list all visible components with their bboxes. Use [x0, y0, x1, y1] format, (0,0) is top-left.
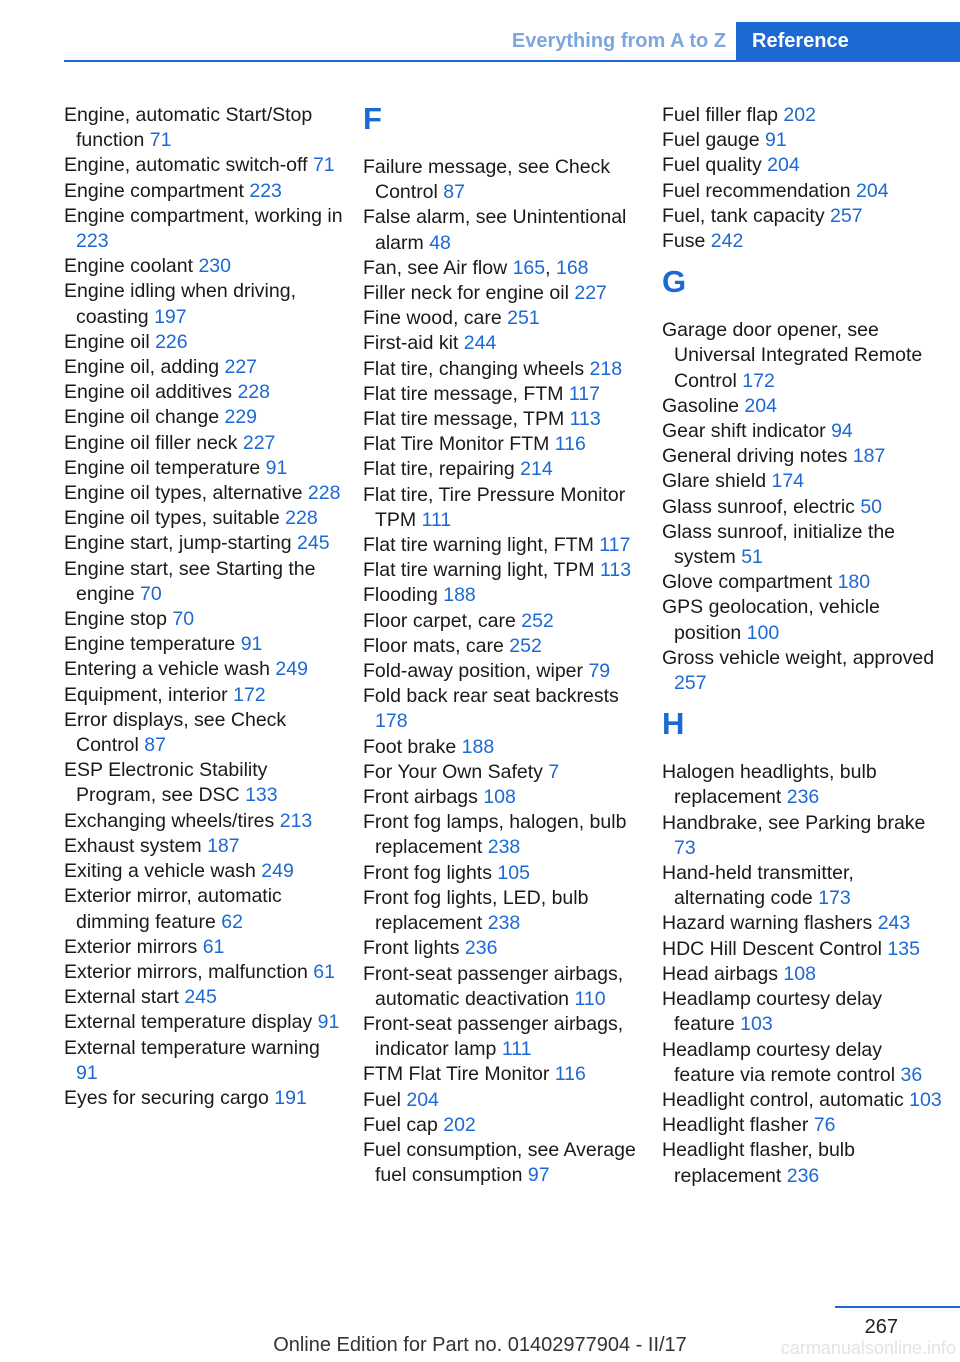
index-term: Front fog lights, LED, bulb replacement	[363, 886, 589, 935]
index-entry	[64, 103, 346, 153]
index-entry	[363, 760, 645, 785]
index-entry	[64, 1010, 346, 1035]
page-link[interactable]: 252	[509, 634, 542, 657]
index-term: Engine coolant	[64, 255, 194, 278]
index-entry	[662, 646, 944, 696]
index-term: Headlight flasher, bulb replacement	[662, 1139, 855, 1187]
page-link[interactable]: 204	[744, 394, 777, 417]
page-link[interactable]: 113	[569, 408, 601, 431]
section-letter: F	[363, 101, 382, 136]
index-term: False alarm, see Unintentional alarm	[363, 206, 627, 254]
index-term: Fuel cap	[363, 1113, 438, 1136]
page-link[interactable]: 168	[555, 256, 589, 279]
page-link[interactable]: 252	[521, 609, 554, 632]
index-term: Exchanging wheels/tires	[64, 809, 275, 832]
index-entry	[662, 103, 944, 128]
page-link[interactable]: 249	[261, 860, 294, 883]
index-term: Glare shield	[662, 470, 767, 493]
index-term: Flat tire warning light, TPM	[363, 559, 595, 582]
index-term: Filler neck for engine oil	[363, 282, 569, 305]
index-term: Engine start, see Starting the engine	[64, 557, 316, 605]
page-link[interactable]: 227	[574, 282, 607, 305]
index-term: Flat tire, Tire Pressure Monitor TPM	[363, 483, 626, 531]
index-entry	[662, 937, 944, 962]
page-link[interactable]: 228	[307, 482, 341, 505]
index-entry	[363, 155, 645, 205]
index-term: Flooding	[363, 584, 438, 607]
index-entry	[64, 431, 346, 456]
page-link[interactable]: 133	[245, 784, 278, 807]
index-entry	[64, 557, 346, 607]
index-term: Floor mats, care	[363, 634, 504, 657]
index-term: External temperature display	[64, 1011, 313, 1034]
page-link[interactable]: 116	[554, 433, 586, 456]
page-link[interactable]: 87	[144, 734, 166, 757]
index-term: Fuel	[363, 1088, 401, 1111]
index-entry	[363, 684, 645, 734]
index-entry	[662, 595, 944, 645]
page-link[interactable]: 218	[589, 357, 623, 380]
index-term: Equipment, interior	[64, 683, 228, 706]
index-entry	[363, 1012, 645, 1062]
page-link[interactable]: 103	[740, 1013, 773, 1036]
index-entry	[662, 318, 944, 394]
page-link[interactable]: 238	[487, 912, 521, 935]
page-link[interactable]: 87	[443, 181, 465, 204]
index-term: Garage door opener, see Universal Integrated Remote Control	[662, 319, 923, 392]
index-entry	[662, 128, 944, 153]
index-term: Fuel filler flap	[662, 104, 778, 126]
page-link[interactable]: 187	[207, 834, 240, 857]
index-term: FTM Flat Tire Monitor	[363, 1063, 550, 1086]
index-entry	[363, 609, 645, 634]
index-entry	[363, 558, 645, 583]
index-entry	[64, 884, 346, 934]
index-entry	[64, 960, 346, 985]
page-link[interactable]: 108	[483, 786, 516, 809]
watermark: carmanualsonline.info	[780, 1338, 956, 1358]
index-entry: Fan, see Air flow 165, 168	[363, 256, 589, 279]
page-link[interactable]: 188	[443, 584, 476, 607]
index-entry	[662, 179, 944, 204]
page-link[interactable]: 113	[599, 559, 632, 582]
index-term: Glove compartment	[662, 571, 833, 594]
index-entry	[662, 1038, 944, 1088]
page-link[interactable]: 223	[249, 179, 282, 202]
index-term: Head airbags	[662, 962, 778, 985]
index-entry	[662, 760, 944, 810]
page-link[interactable]: 116	[554, 1063, 586, 1086]
index-term: Flat tire warning light, FTM	[363, 534, 594, 557]
index-term: Engine stop	[64, 608, 167, 631]
page-link[interactable]: 180	[837, 571, 871, 594]
page-link[interactable]: 187	[852, 445, 886, 468]
page-link[interactable]: 71	[312, 154, 335, 177]
index-entry	[363, 281, 645, 306]
index-entry	[662, 861, 944, 911]
index-term: Floor carpet, care	[363, 609, 516, 632]
page-link[interactable]: 202	[783, 104, 816, 126]
page-link[interactable]: 244	[463, 332, 497, 355]
index-term: Entering a vehicle wash	[64, 658, 270, 681]
index-term: Halogen headlights, bulb replacement	[662, 761, 877, 809]
page-link[interactable]: 236	[464, 937, 498, 960]
index-entry	[64, 683, 346, 708]
page-link[interactable]: 51	[741, 546, 763, 569]
index-term: Engine oil	[64, 330, 150, 353]
page-link[interactable]: 117	[599, 534, 631, 557]
page-link[interactable]: 251	[507, 307, 540, 330]
index-entry	[64, 607, 346, 632]
page-link[interactable]: 236	[786, 786, 820, 809]
index-term: Front-seat passenger airbags, indicator lamp	[363, 1012, 624, 1061]
page-link[interactable]: 188	[461, 735, 495, 758]
index-entry	[662, 394, 944, 419]
index-term: Foot brake	[363, 735, 457, 758]
index-term: Handbrake, see Parking brake	[662, 811, 926, 834]
index-entry	[662, 987, 944, 1037]
page-link[interactable]: 111	[501, 1038, 532, 1061]
page-link[interactable]: 100	[746, 621, 780, 644]
index-term: Fuse	[662, 230, 706, 253]
page-link[interactable]: 76	[813, 1114, 836, 1137]
index-entry	[662, 1113, 944, 1138]
page-link[interactable]: 172	[742, 369, 775, 392]
index-term: Flat tire, repairing	[363, 458, 515, 481]
index-entry	[363, 1062, 645, 1087]
page-link[interactable]: 61	[313, 960, 335, 983]
page-link[interactable]: 94	[831, 420, 853, 443]
index-entry	[64, 657, 346, 682]
page-number: 267	[864, 1316, 898, 1338]
index-term: Exterior mirrors	[64, 935, 198, 958]
index-entry	[64, 758, 346, 808]
page-link[interactable]: 61	[202, 935, 225, 958]
index-term: Eyes for securing cargo	[64, 1086, 269, 1109]
index-entry	[363, 659, 645, 684]
index-entry	[363, 634, 645, 659]
index-entry	[662, 1088, 944, 1113]
index-entry	[363, 1088, 645, 1113]
index-entry	[662, 520, 944, 570]
index-term: Fine wood, care	[363, 307, 502, 330]
page-link[interactable]: 91	[240, 633, 263, 656]
page-link[interactable]: 257	[674, 672, 707, 695]
index-term: Fuel, tank capacity	[662, 204, 825, 227]
index-entry	[64, 355, 346, 380]
page-link[interactable]: 227	[242, 431, 276, 454]
index-term: External start	[64, 986, 179, 1009]
index-entry	[64, 632, 346, 657]
index-term: Gear shift indicator	[662, 420, 826, 443]
section-letter: G	[662, 264, 687, 300]
page-link[interactable]: 191	[274, 1086, 307, 1109]
page-link[interactable]: 173	[818, 887, 851, 910]
index-entry	[64, 985, 346, 1010]
page-link[interactable]: 245	[184, 986, 217, 1009]
index-entry	[64, 405, 346, 430]
index-entry	[64, 380, 346, 405]
index-entry	[363, 1138, 645, 1188]
index-term: HDC Hill Descent Control	[662, 937, 882, 960]
index-entry	[662, 911, 944, 936]
page-link[interactable]: 227	[224, 356, 258, 379]
index-entry	[64, 531, 346, 556]
index-term: Front lights	[363, 937, 460, 960]
index-term: Gross vehicle weight, approved	[662, 646, 935, 669]
index-entry	[363, 936, 645, 961]
index-term: Headlamp courtesy delay feature	[662, 988, 883, 1036]
index-term: Fuel recommendation	[662, 179, 851, 202]
page-link[interactable]: 79	[588, 660, 611, 683]
index-column-3	[662, 103, 944, 1189]
index-entry	[662, 962, 944, 987]
index-term: External temperature warning	[64, 1036, 320, 1059]
page-link[interactable]: 214	[520, 458, 553, 481]
page-link[interactable]: 108	[783, 962, 816, 985]
page-link[interactable]: 229	[224, 406, 258, 429]
index-entry	[363, 306, 645, 331]
index-term: Engine oil types, alternative	[64, 482, 303, 505]
index-term: Engine idling when driving, coasting	[64, 280, 296, 328]
index-entry	[363, 735, 645, 760]
index-entry	[363, 810, 645, 860]
index-term: General driving notes	[662, 445, 848, 468]
index-term: Exhaust system	[64, 834, 202, 857]
index-entry	[64, 834, 346, 859]
index-term: Front airbags	[363, 786, 478, 809]
index-entry	[662, 419, 944, 444]
index-entry	[64, 859, 346, 884]
index-entry	[662, 469, 944, 494]
index-term: First-aid kit	[363, 332, 459, 355]
index-term: Engine temperature	[64, 633, 236, 656]
index-entry	[64, 935, 346, 960]
index-term: Engine compartment	[64, 179, 244, 202]
index-term: Gasoline	[662, 394, 739, 417]
page-link[interactable]: 135	[887, 937, 920, 960]
index-term: Exiting a vehicle wash	[64, 860, 256, 883]
page-link[interactable]: 165	[512, 256, 546, 279]
page-link[interactable]: 73	[674, 836, 696, 859]
page-link[interactable]: 36	[900, 1063, 923, 1086]
page-link[interactable]: 228	[237, 381, 270, 404]
index-term: Error displays, see Check Control	[64, 708, 287, 757]
index-entry	[363, 785, 645, 810]
page-link[interactable]: 174	[771, 470, 805, 493]
index-term: Front fog lights	[363, 861, 492, 884]
index-term: Glass sunroof, electric	[662, 495, 855, 518]
index-entry	[64, 708, 346, 758]
index-term: Headlight flasher	[662, 1114, 809, 1137]
page-link[interactable]: 50	[860, 495, 883, 518]
page-link[interactable]: 117	[568, 382, 600, 405]
page-link[interactable]: 97	[527, 1164, 550, 1187]
index-entry	[363, 1113, 645, 1138]
page-link[interactable]: 230	[198, 255, 231, 278]
page-link[interactable]: 202	[443, 1113, 476, 1136]
index-term: Headlight control, automatic	[662, 1088, 904, 1111]
page-link[interactable]: 228	[285, 507, 318, 530]
page-link[interactable]: 172	[233, 683, 266, 706]
footer-rule	[835, 1306, 960, 1308]
section-letter: H	[662, 706, 685, 742]
page-link[interactable]: 70	[139, 582, 162, 605]
index-term: Fuel quality	[662, 154, 762, 177]
page-link[interactable]: 249	[275, 658, 308, 681]
index-term: Fuel gauge	[662, 129, 760, 152]
page-link[interactable]: 70	[172, 608, 195, 631]
page-link[interactable]: 105	[497, 861, 530, 884]
index-entry	[64, 809, 346, 834]
index-term: Fan, see Air flow	[363, 256, 508, 279]
index-entry	[662, 811, 944, 861]
index-term: Exterior mirrors, malfunction	[64, 960, 308, 983]
index-entry	[64, 279, 346, 329]
index-term: Engine, automatic Start/Stop function	[64, 104, 313, 152]
index-entry	[363, 331, 645, 356]
page-link[interactable]: 223	[76, 230, 109, 253]
page-link[interactable]: 91	[765, 129, 787, 152]
index-term: Engine oil temperature	[64, 456, 261, 479]
page-link[interactable]: 91	[76, 1061, 98, 1084]
header-section-tab: Reference	[736, 22, 960, 62]
index-term: GPS geolocation, vehicle position	[662, 596, 880, 644]
index-entry	[662, 153, 944, 178]
index-entry	[363, 886, 645, 936]
index-entry	[64, 330, 346, 355]
index-term: Engine, automatic switch-off	[64, 154, 308, 177]
index-entry	[64, 1036, 346, 1086]
index-column-1	[64, 103, 346, 1111]
index-entry	[363, 357, 645, 382]
page-link[interactable]: 48	[429, 231, 451, 254]
index-entry	[64, 179, 346, 204]
index-entry	[363, 533, 645, 558]
page-link[interactable]: 257	[830, 204, 863, 227]
index-entry	[363, 483, 645, 533]
page-link[interactable]: 238	[487, 836, 521, 859]
page-link[interactable]: 111	[421, 508, 452, 531]
index-entry	[64, 506, 346, 531]
index-entry	[64, 153, 346, 178]
page-link[interactable]: 213	[279, 809, 313, 832]
header-breadcrumb: Everything from A to Z	[511, 30, 726, 52]
page-link[interactable]: 242	[710, 230, 744, 253]
index-term: Flat tire, changing wheels	[363, 357, 585, 380]
page-link[interactable]: 204	[406, 1088, 439, 1111]
index-term: Front-seat passenger airbags, automatic deactivation	[363, 962, 624, 1010]
index-entry	[363, 962, 645, 1012]
index-entry	[662, 444, 944, 469]
edition-note: Online Edition for Part no. 01402977904 - II/17	[273, 1334, 687, 1356]
index-term: Front fog lamps, halogen, bulb replacement	[363, 811, 627, 859]
page-link[interactable]: 62	[221, 910, 243, 933]
index-term: Flat tire message, FTM	[363, 382, 564, 405]
index-term: Failure message, see Check Control	[363, 156, 611, 204]
index-term: Headlamp courtesy delay feature via remote control	[662, 1038, 896, 1086]
page-link[interactable]: 204	[767, 154, 800, 177]
page-link[interactable]: 243	[877, 912, 911, 935]
index-entry	[64, 1086, 346, 1111]
index-term: Engine oil types, suitable	[64, 507, 280, 530]
page-link[interactable]: 245	[297, 532, 330, 555]
index-term: Flat Tire Monitor FTM	[363, 433, 550, 456]
page-link[interactable]: 236	[786, 1164, 820, 1187]
page-link[interactable]: 178	[375, 710, 408, 733]
index-term: Engine oil, adding	[64, 356, 220, 379]
index-term: Flat tire message, TPM	[363, 408, 565, 431]
index-entry	[363, 205, 645, 255]
index-term: Glass sunroof, initialize the system	[662, 520, 896, 569]
index-term: Engine start, jump-starting	[64, 532, 292, 555]
index-entry	[64, 254, 346, 279]
index-entry	[64, 204, 346, 254]
page-link[interactable]: 7	[548, 760, 560, 783]
index-term: Engine oil change	[64, 406, 220, 429]
index-entry	[662, 229, 944, 254]
index-entry	[662, 204, 944, 229]
page-link[interactable]: 91	[265, 456, 288, 479]
index-term: Exterior mirror, automatic dimming feature	[64, 885, 282, 933]
index-entry	[363, 432, 645, 457]
index-term: Engine compartment, working in	[64, 204, 343, 227]
index-entry	[662, 495, 944, 520]
index-column-2	[363, 103, 645, 1188]
index-term: Engine oil additives	[64, 381, 233, 404]
index-term: Fold-away position, wiper	[363, 660, 584, 683]
header-rule	[64, 60, 960, 62]
index-entry	[662, 1138, 944, 1188]
index-term: Hand-held transmitter, alternating code	[662, 862, 854, 910]
page-link[interactable]: 197	[154, 305, 187, 328]
index-entry	[363, 583, 645, 608]
index-entry	[64, 456, 346, 481]
index-entry	[363, 382, 645, 407]
page-link[interactable]: 204	[856, 179, 889, 202]
index-entry	[64, 481, 346, 506]
index-term: Fuel consumption, see Average fuel consumption	[363, 1138, 636, 1187]
index-term: Engine oil filler neck	[64, 431, 238, 454]
index-entry	[363, 407, 645, 432]
page-link[interactable]: 103	[909, 1088, 942, 1111]
index-entry	[662, 570, 944, 595]
page-link[interactable]: 226	[155, 330, 188, 353]
index-term: Hazard warning flashers	[662, 912, 873, 935]
index-term: Fold back rear seat backrests	[363, 685, 619, 708]
page-link[interactable]: 91	[317, 1011, 340, 1034]
page-link[interactable]: 110	[574, 987, 606, 1010]
page-link[interactable]: 71	[149, 129, 172, 152]
index-term: ESP Electronic Stability Program, see DSC	[64, 759, 268, 807]
index-entry	[363, 861, 645, 886]
index-entry	[363, 457, 645, 482]
index-term: For Your Own Safety	[363, 760, 543, 783]
